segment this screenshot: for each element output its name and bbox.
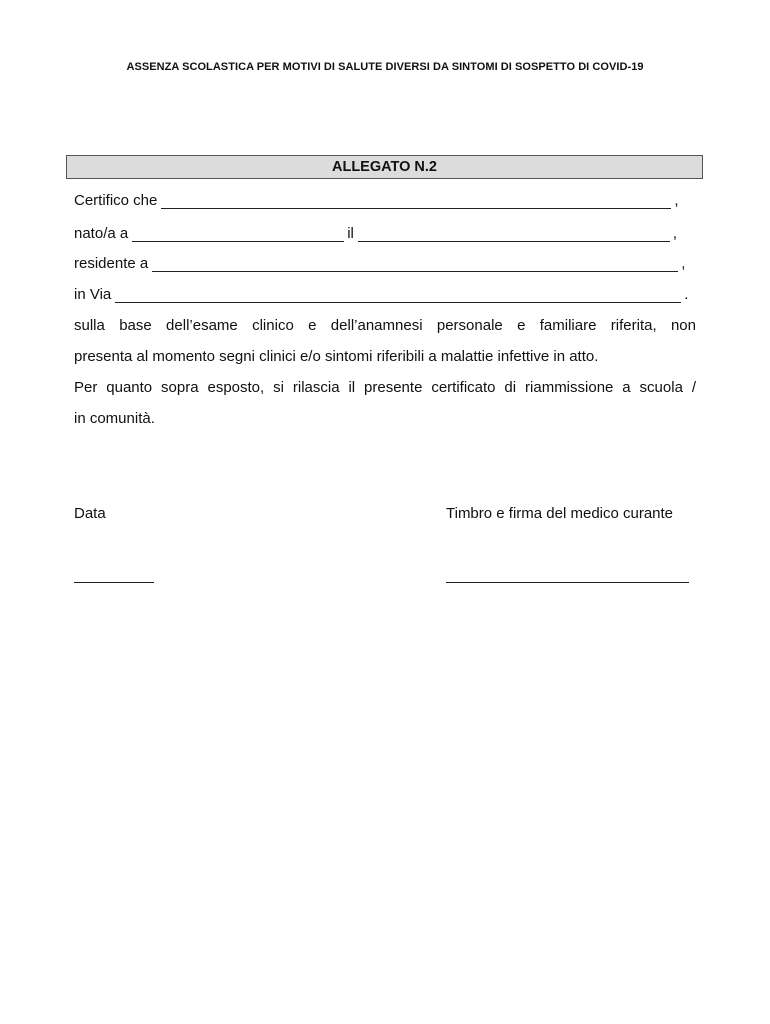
stamp-signature-label: Timbro e firma del medico curante [446,505,674,522]
via-period: . [684,286,689,303]
nato-comma: , [672,225,678,242]
certifico-row [74,191,696,211]
birthplace-field[interactable] [132,227,344,242]
date-label: Data [74,505,106,522]
birth-row [74,224,696,244]
body-line-3: Per quanto sopra esposto, si rilascia il presente certificato di riammissione a scuola / [74,379,696,396]
body-line-1: sulla base dell’esame clinico e dell’anamnesi personale e familiare riferita, non [74,317,696,334]
via-label: in Via [74,286,112,303]
street-row [74,285,696,305]
body-line-4: in comunità. [74,410,155,427]
allegato-heading: ALLEGATO N.2 [66,155,703,179]
birthdate-field[interactable] [358,227,670,242]
certifico-label: Certifico che [74,192,158,209]
il-label: il [347,225,354,242]
date-field[interactable] [74,582,154,583]
patient-name-field[interactable] [161,194,671,209]
residence-row [74,254,696,274]
nato-label: nato/a a [74,225,129,242]
signature-field[interactable] [446,582,689,583]
street-field[interactable] [115,288,681,303]
document-title: ASSENZA SCOLASTICA PER MOTIVI DI SALUTE DIVERSI DA SINTOMI DI SOSPETTO DI COVID-19 [126,61,644,73]
residente-comma: , [681,255,686,272]
certifico-comma: , [674,192,679,209]
residence-field[interactable] [152,257,678,272]
body-line-2: presenta al momento segni clinici e/o sintomi riferibili a malattie infettive in atto. [74,348,599,365]
residente-label: residente a [74,255,149,272]
